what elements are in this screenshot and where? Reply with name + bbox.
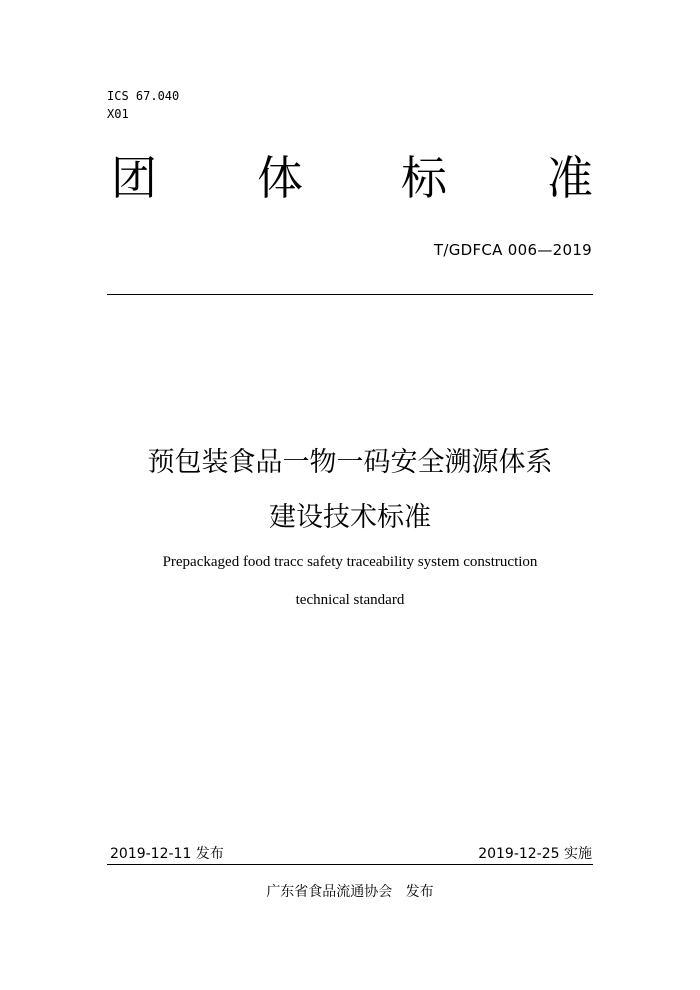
category-code: X01 [107,107,129,121]
standard-type-char-2: 体 [257,151,303,205]
standard-type-char-4: 准 [547,151,593,205]
title-en-line-2: technical standard [295,592,405,608]
standard-code: T/GDFCA 006—2019 [433,241,592,259]
publish-date: 2019-12-11 发布 [110,846,224,862]
standard-type-char-1: 团 [111,151,157,205]
standard-type-char-3: 标 [401,151,447,205]
issuing-organization: 广东省食品流通协会 发布 [266,884,434,900]
title-cn-line-2: 建设技术标准 [269,502,431,533]
title-en-line-1: Prepackaged food tracc safety traceability system construction [162,554,538,570]
top-divider [107,294,593,295]
ics-number: ICS 67.040 [107,89,180,103]
bottom-divider [107,864,593,865]
title-cn-line-1: 预包装食品一物一码安全溯源体系 [147,447,553,478]
implementation-date: 2019-12-25 实施 [478,846,592,862]
